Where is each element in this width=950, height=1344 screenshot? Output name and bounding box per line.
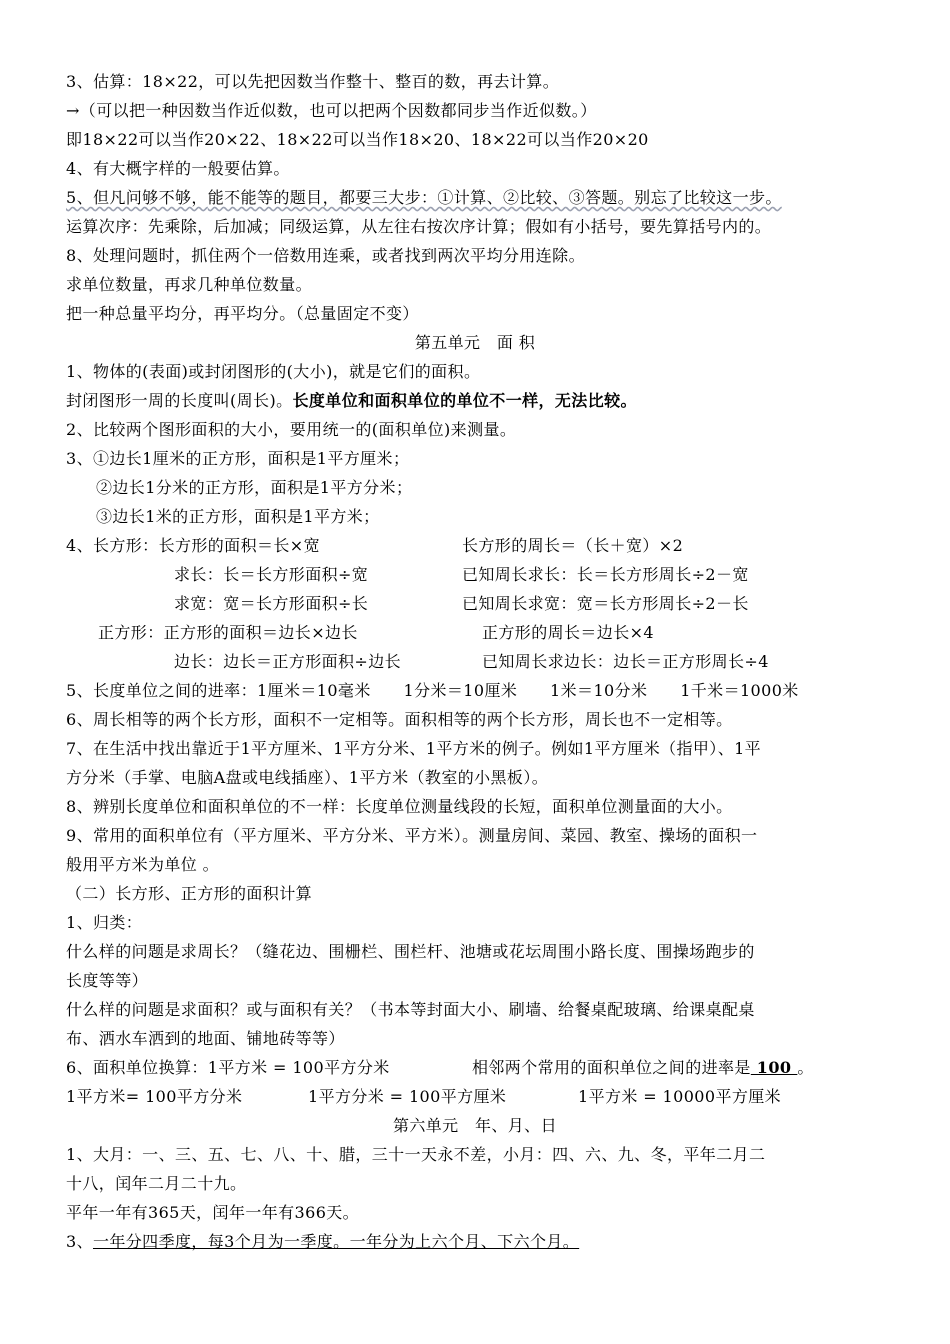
text-line: 平年一年有365天，闰年一年有366天。 xyxy=(66,1203,360,1222)
text-line: 长度等等） xyxy=(66,971,149,990)
text-line: 求单位数量，再求几种单位数量。 xyxy=(66,275,313,294)
text-line: 1、物体的(表面)或封闭图形的(大小)，就是它们的面积。 xyxy=(66,362,481,381)
text-line: 3、①边长1厘米的正方形，面积是1平方厘米； xyxy=(66,449,410,468)
text-line: 1、归类： xyxy=(66,913,143,932)
text-line xyxy=(66,188,782,208)
text-line: 般用平方米为单位 。 xyxy=(66,855,220,874)
text-line xyxy=(66,1232,579,1252)
section-heading: 第五单元 面 积 xyxy=(414,333,536,352)
wavy-underlined-text: 5、但凡问够不够， xyxy=(66,188,208,207)
text-line: 8、处理问题时，抓住两个一倍数用连乘，或者找到两次平均分用连除。 xyxy=(66,246,585,265)
text-line: 3、估算：18×22，可以先把因数当作整十、整百的数，再去计算。 xyxy=(66,72,560,91)
wavy-underlined-text: 能不能等的题目，都要三大步：①计算、②比较、③答题。别忘了比较这一步。 xyxy=(207,188,782,207)
text-line: 4、有大概字样的一般要估算。 xyxy=(66,159,290,178)
section-heading: 第六单元 年、月、日 xyxy=(392,1116,557,1135)
text-span: 相邻两个常用的面积单位之间的进率是 xyxy=(472,1058,751,1077)
underlined-text: 一年分四季度，每3个月为一季度。一年分为上六个月、下六个月。 xyxy=(92,1232,580,1251)
text-line xyxy=(66,391,637,411)
text-line: 9、常用的面积单位有（平方厘米、平方分米、平方米）。测量房间、菜园、教室、操场的面积一 xyxy=(66,826,758,845)
text-line: 即18×22可以当作20×22、18×22可以当作18×20、18×22可以当作20×20 xyxy=(66,130,649,149)
text-line: 1、大月：一、三、五、七、八、十、腊，三十一天永不差，小月：四、六、九、冬，平年二月二 xyxy=(66,1145,766,1164)
formula-right: 已知周长求宽：宽＝长方形周长÷2－长 xyxy=(462,594,749,613)
text-line: 7、在生活中找出靠近于1平方厘米、1平方分米、1平方米的例子。例如1平方厘米（指甲）、1平 xyxy=(66,739,762,758)
formula-left: 正方形：正方形的面积＝边长×边长 xyxy=(98,623,358,642)
text-line: 什么样的问题是求周长？（缝花边、围栅栏、围栏杆、池塘或花坛周围小路长度、围操场跑步的 xyxy=(66,942,755,961)
formula-left: 4、长方形：长方形的面积＝长×宽 xyxy=(66,536,320,555)
conversion-text xyxy=(472,1058,814,1078)
formula-right: 已知周长求长：长＝长方形周长÷2－宽 xyxy=(462,565,749,584)
text-line: →（可以把一种因数当作近似数，也可以把两个因数都同步当作近似数。） xyxy=(66,101,597,120)
formula-right: 已知周长求边长：边长＝正方形周长÷4 xyxy=(482,652,769,671)
text-line: 2、比较两个图形面积的大小，要用统一的(面积单位)来测量。 xyxy=(66,420,517,439)
text-line: 十八，闰年二月二十九。 xyxy=(66,1174,247,1193)
text-line: 把一种总量平均分，再平均分。（总量固定不变） xyxy=(66,304,419,323)
conversion-text: 1平方米= 100平方分米 xyxy=(66,1087,243,1106)
formula-right: 正方形的周长＝边长×4 xyxy=(482,623,654,642)
text-line: 布、洒水车洒到的地面、铺地砖等等） xyxy=(66,1029,345,1048)
text-line: 方分米（手掌、电脑A盘或电线插座）、1平方米（教室的小黑板）。 xyxy=(66,768,549,787)
text-line: 5、长度单位之间的进率：1厘米＝10毫米 1分米＝10厘米 1米＝10分米 1千米＝1000米 xyxy=(66,681,799,700)
formula-right: 长方形的周长＝（长＋宽）×2 xyxy=(462,536,684,555)
answer-blank: 100 xyxy=(750,1058,798,1077)
text-span: 。 xyxy=(797,1058,814,1077)
text-line: 什么样的问题是求面积？或与面积有关？（书本等封面大小、刷墙、给餐桌配玻璃、给课桌配桌 xyxy=(66,1000,755,1019)
text-line: ②边长1分米的正方形，面积是1平方分米； xyxy=(96,478,413,497)
text-line: 运算次序：先乘除，后加减；同级运算，从左往右按次序计算；假如有小括号，要先算括号内的。 xyxy=(66,217,772,236)
formula-left: 边长：边长＝正方形面积÷边长 xyxy=(174,652,402,671)
bold-text: 长度单位和面积单位的单位不一样，无法比较。 xyxy=(292,391,637,410)
text-span: 封闭图形一周的长度叫(周长)。 xyxy=(66,391,293,410)
text-line: ③边长1米的正方形，面积是1平方米； xyxy=(96,507,380,526)
conversion-text: 6、面积单位换算：1平方米 = 100平方分米 xyxy=(66,1058,390,1077)
conversion-text: 1平方米 = 10000平方厘米 xyxy=(578,1087,782,1106)
formula-left: 求长：长＝长方形面积÷宽 xyxy=(174,565,369,584)
text-line: 6、周长相等的两个长方形，面积不一定相等。面积相等的两个长方形，周长也不一定相等。 xyxy=(66,710,733,729)
text-line: 8、辨别长度单位和面积单位的不一样：长度单位测量线段的长短，面积单位测量面的大小。 xyxy=(66,797,733,816)
conversion-text: 1平方分米 = 100平方厘米 xyxy=(308,1087,507,1106)
text-span: 3、 xyxy=(66,1232,93,1251)
formula-left: 求宽：宽＝长方形面积÷长 xyxy=(174,594,369,613)
subsection-heading: （二）长方形、正方形的面积计算 xyxy=(66,884,313,903)
